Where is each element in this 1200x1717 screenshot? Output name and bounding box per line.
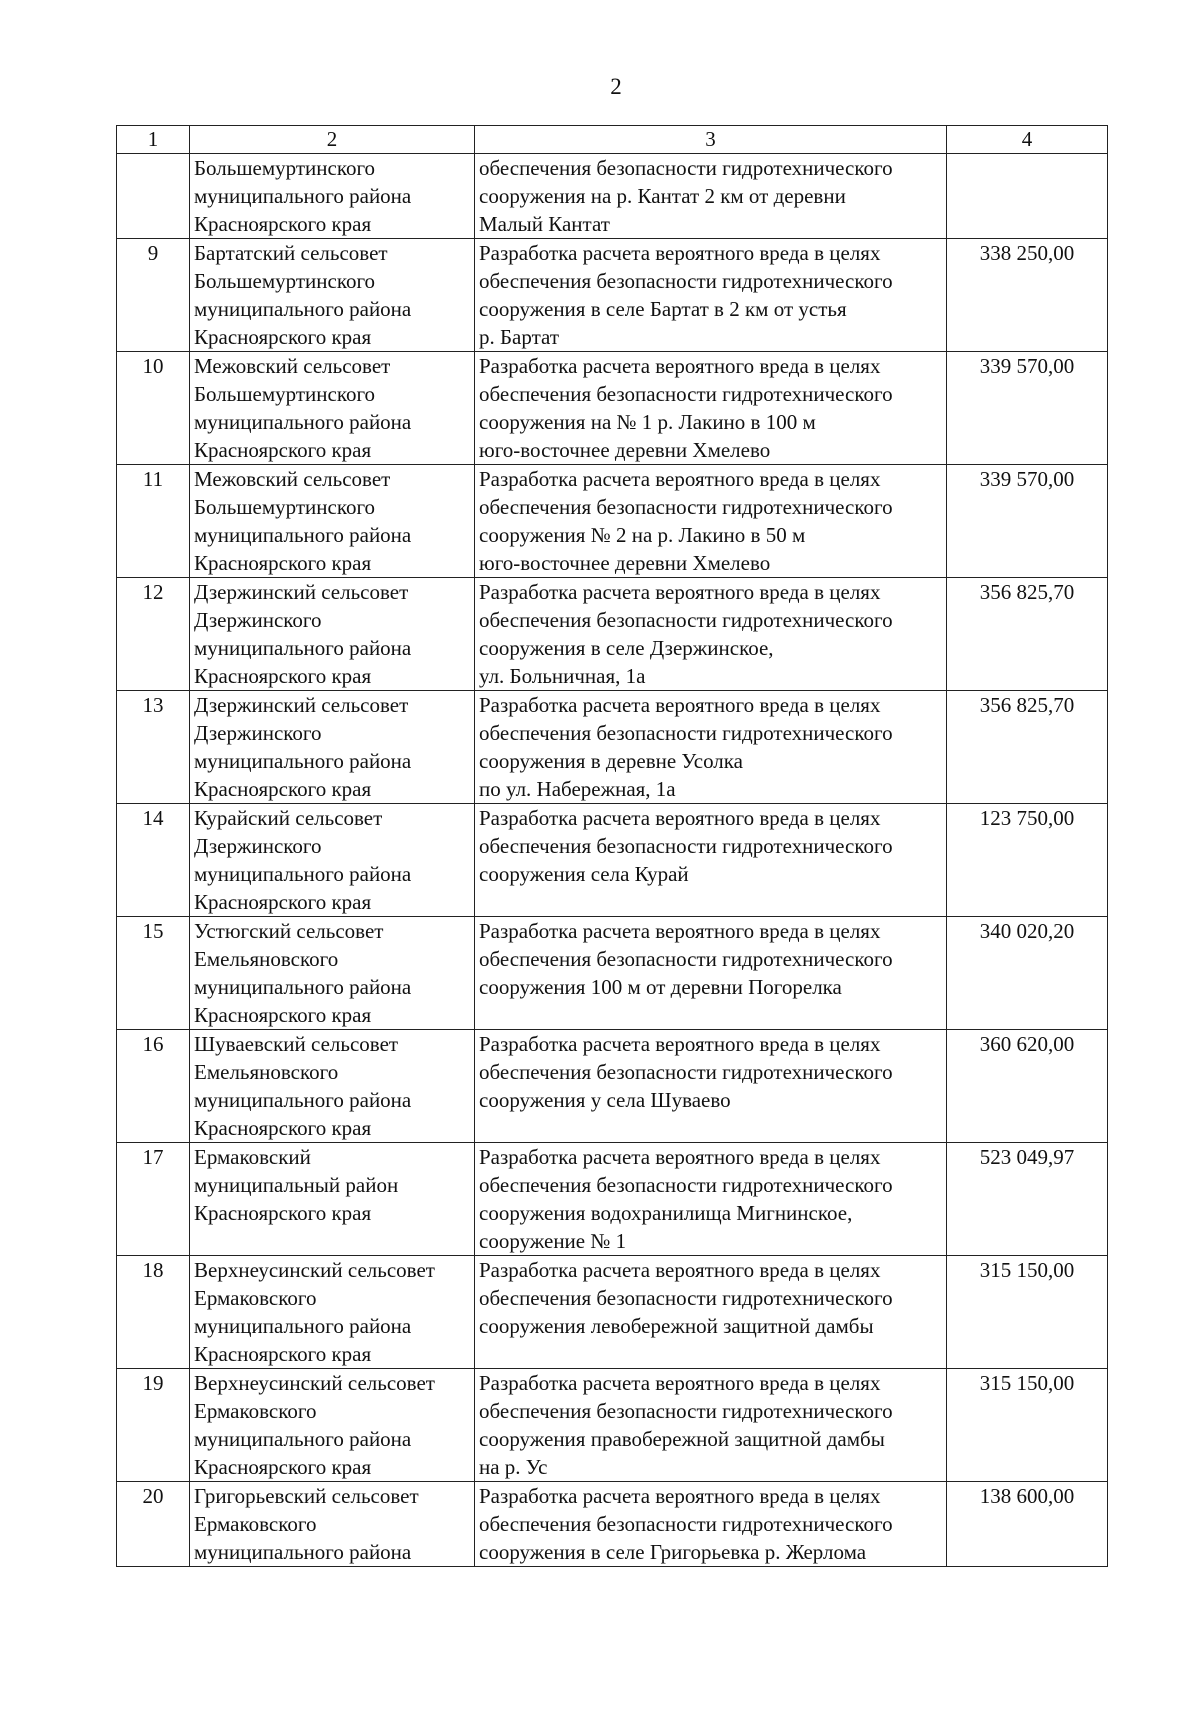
description-line: юго-восточнее деревни Хмелево <box>479 438 771 462</box>
recipient-line: Ермаковского <box>194 1512 317 1536</box>
description-line: сооружения водохранилища Мигнинское, <box>479 1201 853 1225</box>
description-cell <box>475 578 947 691</box>
recipient-line: Красноярского края <box>194 551 372 575</box>
recipient-line: Григорьевский сельсовет <box>194 1484 419 1508</box>
description-line: обеспечения безопасности гидротехнического <box>479 1173 893 1197</box>
column-header-3: 3 <box>475 126 947 154</box>
description-cell <box>475 804 947 917</box>
recipient-line: Устюгский сельсовет <box>194 919 384 943</box>
description-line: Разработка расчета вероятного вреда в целях <box>479 1258 881 1282</box>
recipient-line: Шуваевский сельсовет <box>194 1032 399 1056</box>
recipient-cell <box>190 804 475 917</box>
recipient-line: Дзержинский сельсовет <box>194 693 409 717</box>
description-cell <box>475 1482 947 1567</box>
recipient-line: Межовский сельсовет <box>194 467 391 491</box>
recipient-line: Дзержинского <box>194 721 322 745</box>
description-line: сооружения в селе Дзержинское, <box>479 636 774 660</box>
description-line: р. Бартат <box>479 325 559 349</box>
description-line: обеспечения безопасности гидротехнического <box>479 608 893 632</box>
amount-cell <box>947 154 1108 239</box>
amount-cell: 340 020,20 <box>947 917 1108 1030</box>
description-cell <box>475 1030 947 1143</box>
description-cell <box>475 239 947 352</box>
row-number: 19 <box>117 1369 190 1482</box>
recipient-line: Красноярского края <box>194 1116 372 1140</box>
recipient-line: Курайский сельсовет <box>194 806 383 830</box>
description-line: Разработка расчета вероятного вреда в целях <box>479 1484 881 1508</box>
description-line: по ул. Набережная, 1а <box>479 777 676 801</box>
description-line: сооружения на р. Кантат 2 км от деревни <box>479 184 846 208</box>
description-line: Разработка расчета вероятного вреда в целях <box>479 467 881 491</box>
description-line: обеспечения безопасности гидротехнического <box>479 834 893 858</box>
description-cell <box>475 352 947 465</box>
description-line: сооружения на № 1 р. Лакино в 100 м <box>479 410 816 434</box>
column-header-4: 4 <box>947 126 1108 154</box>
recipient-line: Верхнеусинский сельсовет <box>194 1371 435 1395</box>
recipient-cell <box>190 1369 475 1482</box>
recipient-line: муниципального района <box>194 184 412 208</box>
description-line: на р. Ус <box>479 1455 548 1479</box>
description-cell <box>475 1369 947 1482</box>
table-row <box>117 154 1108 239</box>
row-number <box>117 154 190 239</box>
recipient-cell <box>190 465 475 578</box>
column-header-1: 1 <box>117 126 190 154</box>
recipient-line: муниципального района <box>194 749 412 773</box>
recipient-cell <box>190 578 475 691</box>
recipient-cell <box>190 691 475 804</box>
recipient-cell <box>190 154 475 239</box>
page-number: 2 <box>610 74 622 99</box>
row-number: 16 <box>117 1030 190 1143</box>
table-row <box>117 352 1108 465</box>
row-number: 11 <box>117 465 190 578</box>
description-line: обеспечения безопасности гидротехнического <box>479 269 893 293</box>
amount-cell: 138 600,00 <box>947 1482 1108 1567</box>
recipient-line: Красноярского края <box>194 1003 372 1027</box>
description-line: юго-восточнее деревни Хмелево <box>479 551 771 575</box>
row-number: 10 <box>117 352 190 465</box>
recipient-line: муниципального района <box>194 1314 412 1338</box>
description-line: обеспечения безопасности гидротехнического <box>479 495 893 519</box>
recipient-line: Большемуртинского <box>194 495 376 519</box>
recipient-line: Дзержинский сельсовет <box>194 580 409 604</box>
description-cell <box>475 691 947 804</box>
recipient-line: Большемуртинского <box>194 156 376 180</box>
amount-cell: 315 150,00 <box>947 1256 1108 1369</box>
recipient-line: Большемуртинского <box>194 269 376 293</box>
recipient-line: муниципального района <box>194 523 412 547</box>
funding-table <box>116 125 1108 1567</box>
description-line: сооружения в селе Григорьевка р. Жерлома <box>479 1540 867 1564</box>
row-number: 15 <box>117 917 190 1030</box>
amount-cell: 123 750,00 <box>947 804 1108 917</box>
column-header-2: 2 <box>190 126 475 154</box>
description-cell <box>475 465 947 578</box>
recipient-line: Красноярского края <box>194 212 372 236</box>
recipient-line: Дзержинского <box>194 834 322 858</box>
recipient-cell <box>190 1030 475 1143</box>
row-number: 17 <box>117 1143 190 1256</box>
recipient-line: муниципального района <box>194 1427 412 1451</box>
row-number: 14 <box>117 804 190 917</box>
amount-cell: 360 620,00 <box>947 1030 1108 1143</box>
recipient-line: Ермаковского <box>194 1399 317 1423</box>
recipient-cell <box>190 917 475 1030</box>
recipient-line: Красноярского края <box>194 1455 372 1479</box>
description-line: обеспечения безопасности гидротехнического <box>479 1512 893 1536</box>
recipient-line: муниципального района <box>194 975 412 999</box>
table-row <box>117 1143 1108 1256</box>
recipient-line: муниципального района <box>194 636 412 660</box>
description-line: обеспечения безопасности гидротехнического <box>479 156 893 180</box>
description-line: сооружения 100 м от деревни Погорелка <box>479 975 842 999</box>
recipient-line: Ермаковский <box>194 1145 311 1169</box>
description-line: ул. Больничная, 1а <box>479 664 646 688</box>
recipient-line: муниципальный район <box>194 1173 399 1197</box>
recipient-cell <box>190 352 475 465</box>
description-line: обеспечения безопасности гидротехнического <box>479 947 893 971</box>
row-number: 9 <box>117 239 190 352</box>
description-line: сооружения в селе Бартат в 2 км от устья <box>479 297 847 321</box>
recipient-line: муниципального района <box>194 297 412 321</box>
table-row <box>117 1256 1108 1369</box>
recipient-line: муниципального района <box>194 1088 412 1112</box>
description-line: Малый Кантат <box>479 212 610 236</box>
description-line: сооружения у села Шуваево <box>479 1088 731 1112</box>
table-row <box>117 1030 1108 1143</box>
row-number: 13 <box>117 691 190 804</box>
row-number: 18 <box>117 1256 190 1369</box>
amount-cell: 356 825,70 <box>947 691 1108 804</box>
recipient-line: Красноярского края <box>194 777 372 801</box>
table-row <box>117 1369 1108 1482</box>
table-header-row <box>117 126 1108 154</box>
recipient-line: Межовский сельсовет <box>194 354 391 378</box>
description-line: Разработка расчета вероятного вреда в целях <box>479 806 881 830</box>
recipient-line: Большемуртинского <box>194 382 376 406</box>
description-line: обеспечения безопасности гидротехнического <box>479 382 893 406</box>
description-line: обеспечения безопасности гидротехнического <box>479 1399 893 1423</box>
description-line: сооружение № 1 <box>479 1229 627 1253</box>
recipient-line: Красноярского края <box>194 890 372 914</box>
description-line: сооружения правобережной защитной дамбы <box>479 1427 885 1451</box>
recipient-line: муниципального района <box>194 1540 412 1564</box>
recipient-cell <box>190 239 475 352</box>
row-number: 12 <box>117 578 190 691</box>
table-row <box>117 804 1108 917</box>
description-line: Разработка расчета вероятного вреда в целях <box>479 1145 881 1169</box>
recipient-line: муниципального района <box>194 410 412 434</box>
recipient-line: Красноярского края <box>194 1201 372 1225</box>
description-cell <box>475 154 947 239</box>
amount-cell: 356 825,70 <box>947 578 1108 691</box>
table-row <box>117 578 1108 691</box>
recipient-line: Емельяновского <box>194 1060 339 1084</box>
description-line: Разработка расчета вероятного вреда в целях <box>479 919 881 943</box>
description-line: Разработка расчета вероятного вреда в целях <box>479 1032 881 1056</box>
table-row <box>117 691 1108 804</box>
recipient-line: Красноярского края <box>194 1342 372 1366</box>
recipient-line: Ермаковского <box>194 1286 317 1310</box>
recipient-line: Красноярского края <box>194 664 372 688</box>
amount-cell: 523 049,97 <box>947 1143 1108 1256</box>
amount-cell: 339 570,00 <box>947 352 1108 465</box>
description-line: сооружения в деревне Усолка <box>479 749 743 773</box>
description-cell <box>475 1143 947 1256</box>
description-line: Разработка расчета вероятного вреда в целях <box>479 354 881 378</box>
description-line: обеспечения безопасности гидротехнического <box>479 721 893 745</box>
description-line: сооружения № 2 на р. Лакино в 50 м <box>479 523 806 547</box>
recipient-line: Верхнеусинский сельсовет <box>194 1258 435 1282</box>
description-cell <box>475 917 947 1030</box>
amount-cell: 338 250,00 <box>947 239 1108 352</box>
description-line: Разработка расчета вероятного вреда в целях <box>479 693 881 717</box>
description-line: обеспечения безопасности гидротехнического <box>479 1060 893 1084</box>
amount-cell: 339 570,00 <box>947 465 1108 578</box>
recipient-line: Емельяновского <box>194 947 339 971</box>
description-line: сооружения левобережной защитной дамбы <box>479 1314 874 1338</box>
recipient-line: Дзержинского <box>194 608 322 632</box>
amount-cell: 315 150,00 <box>947 1369 1108 1482</box>
description-line: Разработка расчета вероятного вреда в целях <box>479 580 881 604</box>
description-cell <box>475 1256 947 1369</box>
table-body <box>117 126 1108 1567</box>
table-row <box>117 239 1108 352</box>
recipient-line: Красноярского края <box>194 438 372 462</box>
recipient-line: муниципального района <box>194 862 412 886</box>
description-line: сооружения села Курай <box>479 862 689 886</box>
description-line: Разработка расчета вероятного вреда в целях <box>479 1371 881 1395</box>
description-line: Разработка расчета вероятного вреда в целях <box>479 241 881 265</box>
table-row <box>117 1482 1108 1567</box>
table-row <box>117 465 1108 578</box>
recipient-cell <box>190 1482 475 1567</box>
table-row <box>117 917 1108 1030</box>
recipient-line: Красноярского края <box>194 325 372 349</box>
description-line: обеспечения безопасности гидротехнического <box>479 1286 893 1310</box>
recipient-line: Бартатский сельсовет <box>194 241 388 265</box>
recipient-cell <box>190 1256 475 1369</box>
recipient-cell <box>190 1143 475 1256</box>
row-number: 20 <box>117 1482 190 1567</box>
